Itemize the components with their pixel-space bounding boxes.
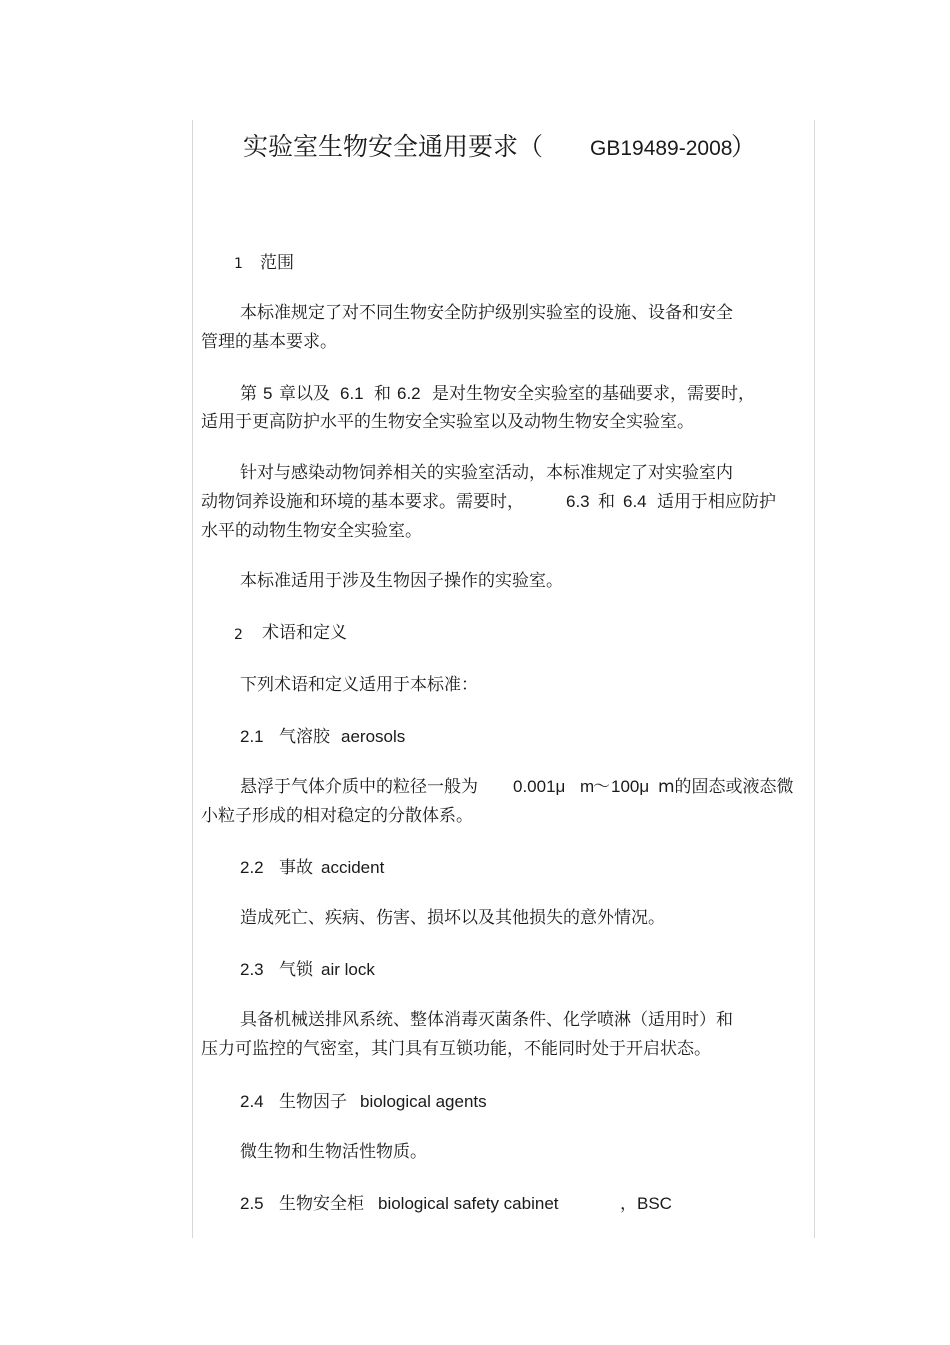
def-2-4: 微生物和生物活性物质。 (240, 1142, 427, 1162)
term-2-2-en: accident (321, 858, 385, 877)
term-2-1-en: aerosols (341, 727, 406, 746)
def-2-1-line2: 小粒子形成的相对稳定的分散体系。 (201, 806, 473, 826)
s1-p1-line2: 管理的基本要求。 (201, 332, 337, 352)
term-2-4-number: 2.4 (240, 1092, 264, 1111)
s1-p1-line1: 本标准规定了对不同生物安全防护级别实验室的设施、设备和安全 (240, 303, 733, 323)
term-2-5-en: biological safety cabinet (378, 1194, 559, 1213)
term-2-2-number: 2.2 (240, 858, 264, 877)
def-2-3-line1: 具备机械送排风系统、整体消毒灭菌条件、化学喷淋（适用时）和 (240, 1010, 733, 1030)
def-2-3-line2: 压力可监控的气密室，其门具有互锁功能，不能同时处于开启状态。 (201, 1039, 711, 1059)
term-2-1-number: 2.1 (240, 727, 264, 746)
term-2-3-number: 2.3 (240, 960, 264, 979)
s1-p3-line2-e: 适用于相应防护 (657, 492, 776, 512)
s1-p3-line2-d: 6.4 (623, 492, 647, 511)
s1-p2-e: 和 (374, 384, 391, 404)
s1-p2-g: 是对生物安全实验室的基础要求，需要时， (432, 384, 755, 404)
section-2-number: 2 (234, 627, 243, 643)
s1-p2-c: 章以及 (279, 384, 330, 404)
section-2-heading: 术语和定义 (262, 623, 347, 643)
s1-p2-f: 6.2 (397, 384, 421, 403)
s1-p2-b: 5 (263, 384, 273, 403)
term-2-5-abbr: ，BSC (620, 1194, 672, 1213)
doc-title-close: ） (731, 132, 757, 161)
s1-p3-line3: 水平的动物生物安全实验室。 (201, 521, 422, 541)
term-2-4-en: biological agents (360, 1092, 487, 1111)
term-2-5-cn: 生物安全柜 (279, 1194, 364, 1214)
def-2-2: 造成死亡、疾病、伤害、损坏以及其他损失的意外情况。 (240, 908, 665, 928)
section-1-number: 1 (234, 256, 243, 272)
s1-p2-line2: 适用于更高防护水平的生物安全实验室以及动物生物安全实验室。 (201, 412, 694, 432)
page-margin-left-rule (192, 120, 193, 1238)
s1-p2-d: 6.1 (340, 384, 364, 403)
doc-title-code: GB19489-2008 (590, 137, 733, 160)
term-2-5-number: 2.5 (240, 1194, 264, 1213)
def-2-1-d: ～ (593, 777, 610, 797)
s1-p3-line1: 针对与感染动物饲养相关的实验室活动，本标准规定了对实验室内 (240, 463, 733, 483)
term-2-3-cn: 气锁 (279, 960, 313, 980)
section-1-heading: 范围 (260, 253, 294, 273)
s1-p3-line2-b: 6.3 (566, 492, 590, 511)
s2-intro: 下列术语和定义适用于本标准： (240, 675, 478, 695)
s1-p4: 本标准适用于涉及生物因子操作的实验室。 (240, 571, 563, 591)
s1-p2-a: 第 (240, 384, 257, 404)
s1-p3-line2-c: 和 (598, 492, 615, 512)
term-2-4-cn: 生物因子 (279, 1092, 347, 1112)
def-2-1-e: 100μ (611, 777, 650, 796)
s1-p3-line2-a: 动物饲养设施和环境的基本要求。需要时， (201, 492, 524, 512)
def-2-1-b: 0.001μ (513, 777, 566, 796)
doc-title: 实验室生物安全通用要求（ (243, 132, 544, 161)
page-margin-right-rule (814, 120, 815, 1238)
term-2-1-cn: 气溶胶 (279, 727, 330, 747)
term-2-3-en: air lock (321, 960, 375, 979)
def-2-1-f: m的固态或液态微 (658, 777, 794, 797)
def-2-1-a: 悬浮于气体介质中的粒径一般为 (240, 777, 478, 797)
def-2-1-c: m (580, 777, 595, 796)
term-2-2-cn: 事故 (279, 858, 313, 878)
